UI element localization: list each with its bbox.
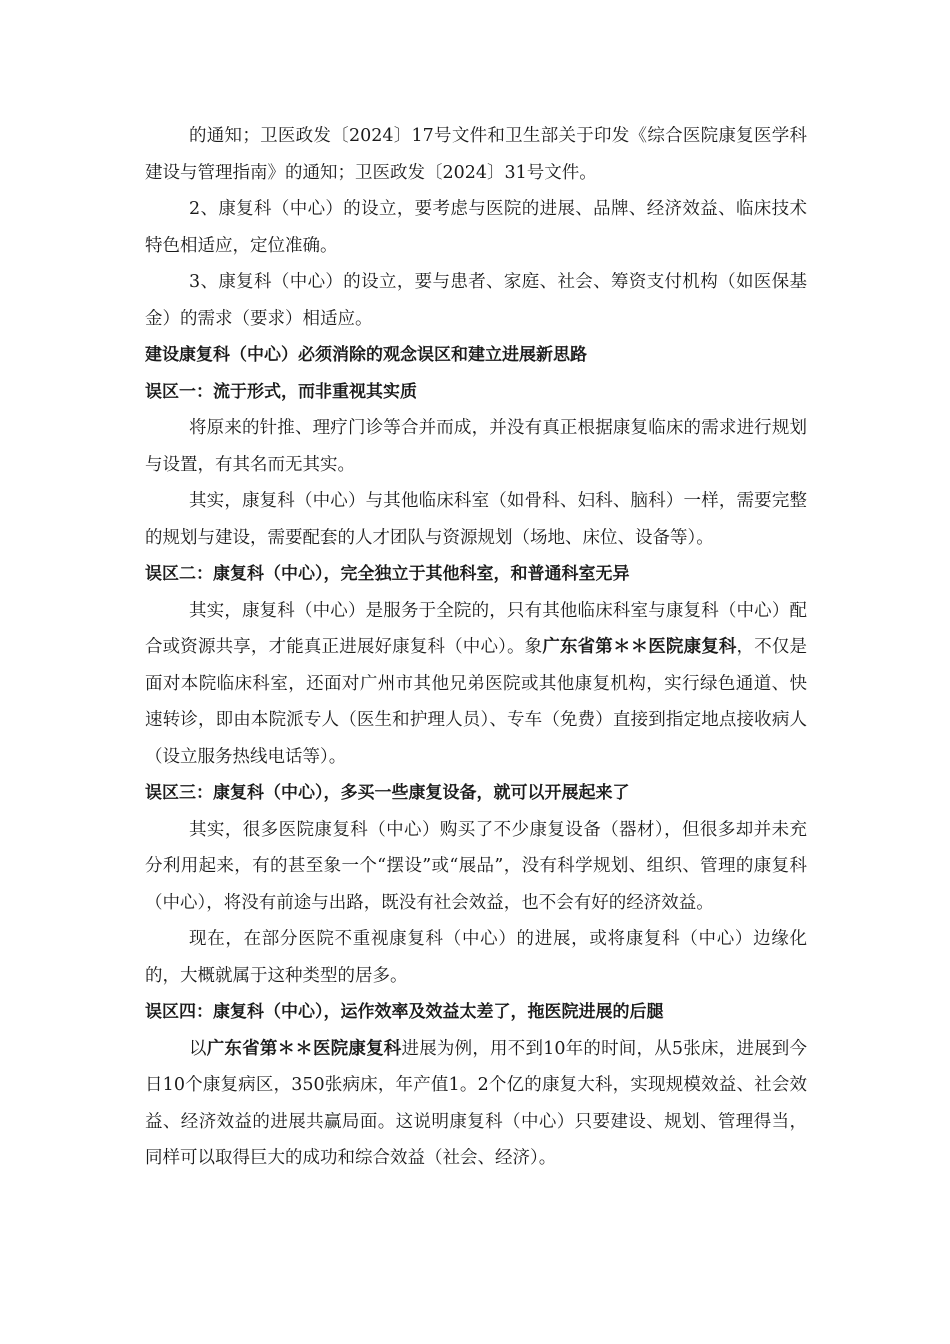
paragraph-item-2: 2、康复科（中心）的设立，要考虑与医院的进展、品牌、经济效益、临床技术特色相适应，定位准确。	[145, 199, 807, 256]
section-heading-2: 误区二：康复科（中心），完全独立于其他科室，和普通科室无异	[145, 564, 630, 584]
section-2-text-b: ，不仅是面对本院临床科室，还面对广州市其他兄弟医院或其他康复机构，实行绿色通道、快速转诊，即由本院派专人（医生和护理人员）、专车（免费）直接到指定地点接收病人（设立服务热线电话等）。	[145, 637, 808, 767]
section-4-paragraph	[145, 1031, 807, 1177]
paragraph-item-3: 3、康复科（中心）的设立，要与患者、家庭、社会、筹资支付机构（如医保基金）的需求（要求）相适应。	[145, 272, 807, 329]
section-2-paragraph	[145, 593, 807, 776]
section-4-text-b: 进展为例，用不到10年的时间，从5张床，进展到今日10个康复病区，350张病床，年产值1。2个亿的康复大科，实现规模效益、社会效益、经济效益的进展共赢局面。这说明康复科（中心）只要建设、规划、管理得当，同样可以取得巨大的成功和综合效益（社会、经济）。	[145, 1038, 808, 1168]
section-4-text-a: 以	[189, 1038, 207, 1059]
main-heading: 建设康复科（中心）必须消除的观念误区和建立进展新思路	[145, 345, 587, 365]
section-4-hospital-name: 广东省第＊＊医院康复科	[206, 1038, 402, 1059]
document-page	[145, 118, 807, 1177]
section-heading-1: 误区一：流于形式，而非重视其实质	[145, 381, 417, 402]
section-3-paragraph-2: 现在，在部分医院不重视康复科（中心）的进展，或将康复科（中心）边缘化的，大概就属于这种类型的居多。	[145, 929, 807, 986]
section-1-paragraph-1: 将原来的针推、理疗门诊等合并而成，并没有真正根据康复临床的需求进行规划与设置，有其名而无其实。	[145, 418, 807, 475]
section-1-paragraph-2: 其实，康复科（中心）与其他临床科室（如骨科、妇科、脑科）一样，需要完整的规划与建设，需要配套的人才团队与资源规划（场地、床位、设备等）。	[145, 491, 807, 548]
paragraph-notice: 的通知；卫医政发〔2024〕17号文件和卫生部关于印发《综合医院康复医学科建设与管理指南》的通知；卫医政发〔2024〕31号文件。	[145, 126, 807, 183]
section-heading-3: 误区三：康复科（中心），多买一些康复设备，就可以开展起来了	[145, 783, 630, 803]
section-2-text-a: 其实，康复科（中心）是服务于全院的，只有其他临床科室与康复科（中心）配合或资源共享，才能真正进展好康复科（中心）。象	[145, 600, 807, 657]
section-heading-4: 误区四：康复科（中心），运作效率及效益太差了，拖医院进展的后腿	[145, 1002, 664, 1022]
section-2-hospital-name: 广东省第＊＊医院康复科	[542, 637, 737, 657]
section-3-paragraph-1: 其实，很多医院康复科（中心）购买了不少康复设备（器材），但很多却并未充分利用起来，有的甚至象一个“摆设”或“展品”，没有科学规划、组织、管理的康复科（中心），将没有前途与出路，既没有社会效益，也不会有好的经济效益。	[145, 819, 807, 913]
